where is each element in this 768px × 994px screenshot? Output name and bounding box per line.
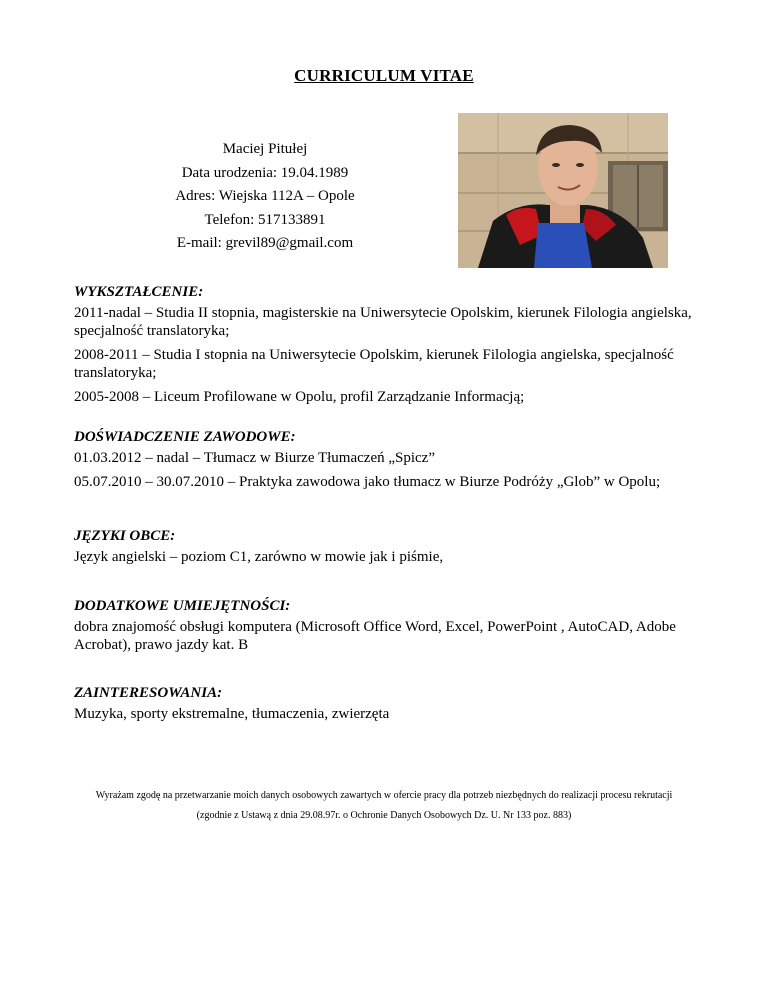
address: Adres: Wiejska 112A – Opole (175, 188, 355, 204)
experience-item: 05.07.2010 – 30.07.2010 – Praktyka zawodowa jako tłumacz w Biurze Podróży „Glob” w Opolu; (74, 474, 661, 490)
education-heading: WYKSZTAŁCENIE: (74, 284, 204, 300)
personal-info (120, 138, 410, 256)
document-title: CURRICULUM VITAE (294, 66, 474, 85)
consent-clause: Wyrażam zgodę na przetwarzanie moich danych osobowych zawartych w ofercie pracy dla potrzeb niezbędnych do realizacji procesu rekrutacji (95, 790, 673, 801)
consent-legal-basis: (zgodnie z Ustawą z dnia 29.08.97r. o Ochronie Danych Osobowych Dz. U. Nr 133 poz. 883) (196, 810, 572, 821)
experience-section (74, 428, 704, 497)
experience-item: 01.03.2012 – nadal – Tłumacz w Biurze Tłumaczeń „Spicz” (74, 450, 435, 466)
skill-item: dobra znajomość obsługi komputera (Microsoft Office Word, Excel, PowerPoint , AutoCAD, Adobe Acrobat), prawo jazdy kat. B (74, 619, 676, 653)
language-item: Język angielski – poziom C1, zarówno w mowie jak i piśmie, (74, 549, 444, 565)
interest-item: Muzyka, sporty ekstremalne, tłumaczenia, zwierzęta (74, 706, 390, 722)
full-name: Maciej Pitułej (222, 141, 308, 157)
email: E-mail: grevil89@gmail.com (176, 235, 354, 251)
experience-heading: DOŚWIADCZENIE ZAWODOWE: (74, 429, 296, 445)
interests-section (74, 684, 704, 729)
education-item: 2008-2011 – Studia I stopnia na Uniwersytecie Opolskim, kierunek Filologia angielska, specjalność translatoryka; (74, 347, 674, 381)
education-item: 2011-nadal – Studia II stopnia, magisterskie na Uniwersytecie Opolskim, kierunek Filologia angielska, specjalność translatoryka; (74, 305, 692, 339)
skills-heading: DODATKOWE UMIEJĘTNOŚCI: (74, 598, 291, 614)
languages-section (74, 527, 704, 572)
skills-section (74, 597, 704, 660)
phone: Telefon: 517133891 (204, 211, 326, 228)
education-section (74, 283, 704, 412)
interests-heading: ZAINTERESOWANIA: (74, 685, 223, 701)
education-item: 2005-2008 – Liceum Profilowane w Opolu, profil Zarządzanie Informacją; (74, 389, 525, 405)
birth-date: Data urodzenia: 19.04.1989 (181, 164, 349, 181)
languages-heading: JĘZYKI OBCE: (74, 528, 176, 544)
profile-photo (458, 113, 668, 268)
